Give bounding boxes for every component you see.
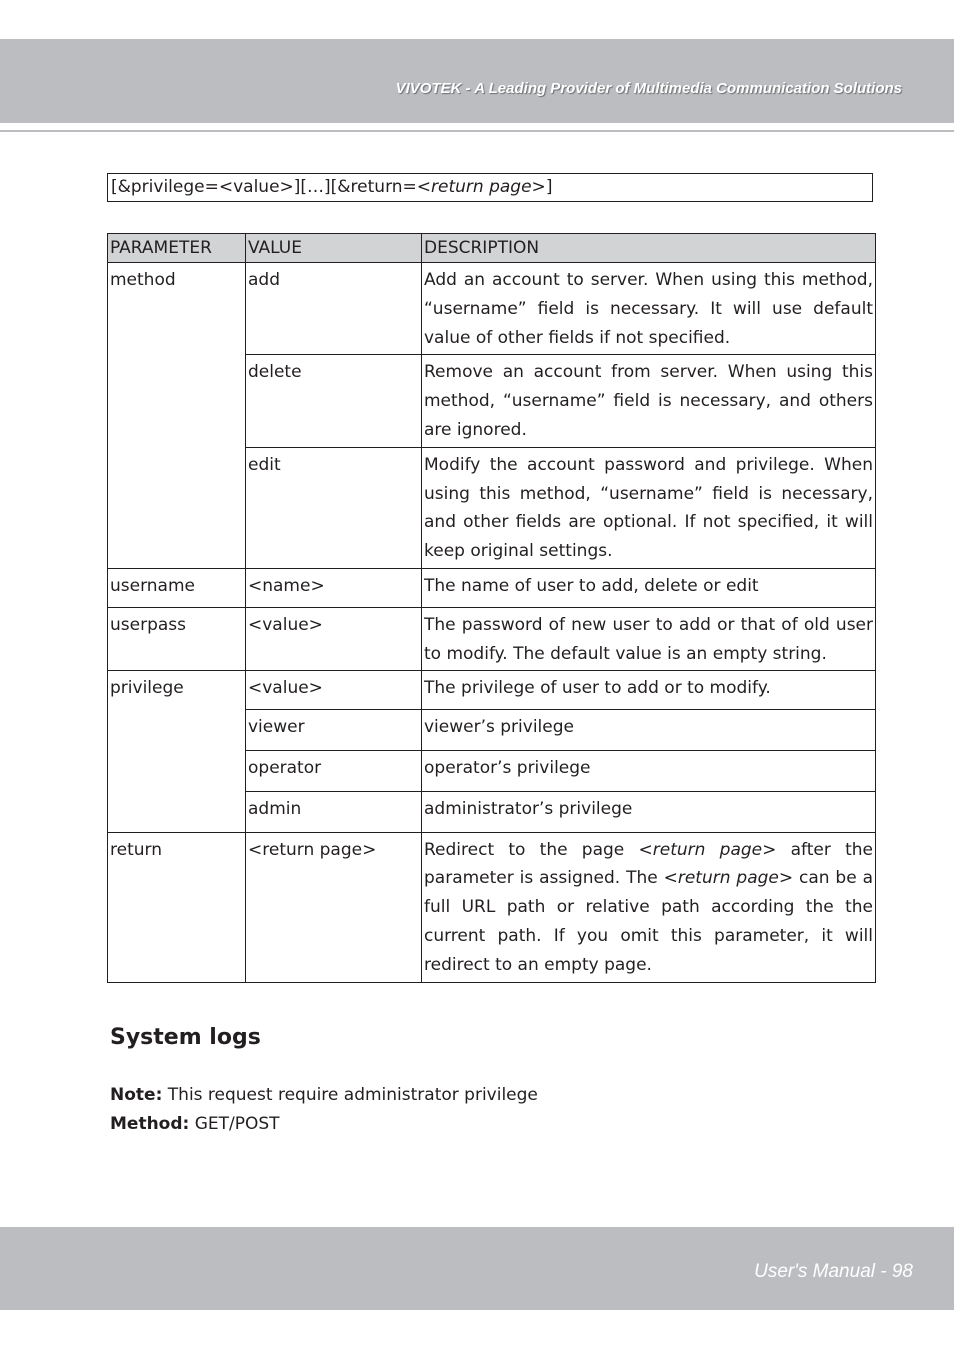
description-cell [422,832,876,982]
table-row [108,832,876,982]
table-row [108,671,876,710]
note-text: This request require administrator privilege [162,1085,538,1105]
desc-text: Redirect to the page [424,839,639,860]
section-title: System logs [110,1025,261,1050]
value-cell: admin [246,791,422,832]
header-description: DESCRIPTION [422,234,876,263]
value-cell: <value> [246,607,422,671]
value-cell: <name> [246,568,422,607]
desc-text: can be a full URL path or relative path according the the current path. If you omit this parameter, it will redirect to an empty page. [424,868,873,975]
description-cell: The name of user to add, delete or edit [422,568,876,607]
description-cell: viewer’s privilege [422,710,876,751]
method-label: Method: [110,1114,190,1134]
parameter-table [107,233,876,983]
param-cell: return [108,832,246,982]
syntax-prefix: [&privilege=<value>][…][&return= [111,177,417,197]
description-cell: Remove an account from server. When using this method, “username” field is necessary, and others are ignored. [422,355,876,447]
value-cell: viewer [246,710,422,751]
value-cell: <value> [246,671,422,710]
value-cell: edit [246,447,422,568]
value-cell: operator [246,750,422,791]
value-cell: add [246,263,422,355]
table-header-row [108,234,876,263]
method-text: GET/POST [189,1114,280,1134]
description-cell: operator’s privilege [422,750,876,791]
param-cell: privilege [108,671,246,832]
param-cell: userpass [108,607,246,671]
description-cell: Modify the account password and privilege. When using this method, “username” field is necessary, and other fields are optional. If not specified, it will keep original settings. [422,447,876,568]
header-parameter: PARAMETER [108,234,246,263]
syntax-italic: <return page> [416,177,546,197]
description-cell: administrator’s privilege [422,791,876,832]
note-line [110,1085,538,1105]
desc-italic: <return page> [663,868,794,889]
value-cell: delete [246,355,422,447]
header-tagline: VIVOTEK - A Leading Provider of Multimedia Communication Solutions [395,80,902,97]
syntax-suffix: ] [545,177,553,197]
note-label: Note: [110,1085,163,1105]
desc-italic: <return page> [638,839,777,860]
value-cell: <return page> [246,832,422,982]
description-cell: The privilege of user to add or to modify. [422,671,876,710]
param-cell: username [108,568,246,607]
description-cell: The password of new user to add or that of old user to modify. The default value is an empty string. [422,607,876,671]
table-row [108,263,876,355]
method-line [110,1114,280,1134]
param-cell: method [108,263,246,569]
syntax-box [107,173,873,202]
page-number: User's Manual - 98 [754,1261,913,1282]
desc-text: after the parameter is assigned. The [424,839,873,889]
description-cell: Add an account to server. When using this method, “username” field is necessary. It will use default value of other fields if not specified. [422,263,876,355]
table-row [108,607,876,671]
header-value: VALUE [246,234,422,263]
header-divider [0,130,954,132]
table-row [108,568,876,607]
